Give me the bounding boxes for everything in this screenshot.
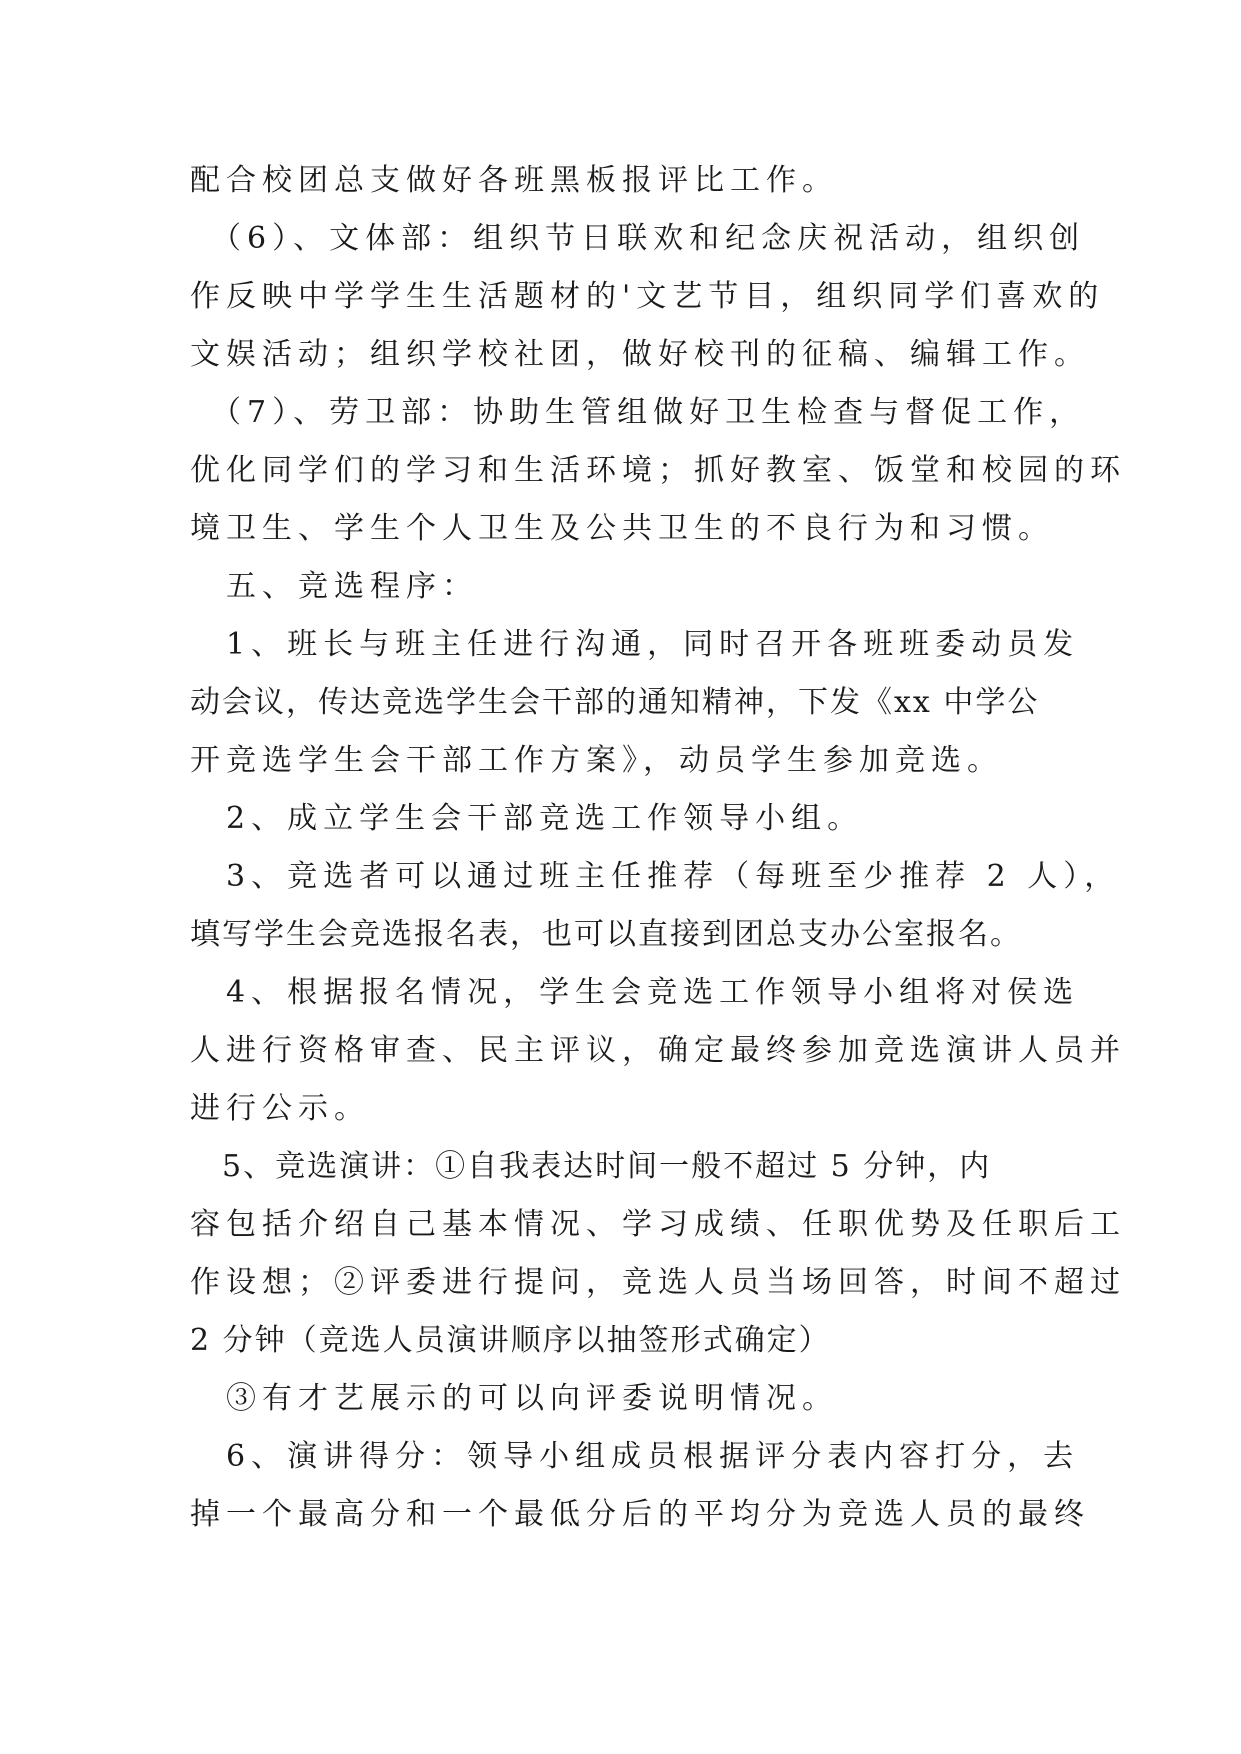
text-line: 6、演讲得分：领导小组成员根据评分表内容打分，去 (190, 1439, 1080, 1474)
text-line: 3、竞选者可以通过班主任推荐（每班至少推荐 2 人）， (190, 859, 1121, 894)
document-body (190, 152, 1126, 1544)
text-line: （7）、劳卫部：协助生管组做好卫生检查与督促工作， (190, 395, 1086, 430)
text-line: ③有才艺展示的可以向评委说明情况。 (190, 1381, 838, 1416)
text-line: 人进行资格审查、民主评议，确定最终参加竞选演讲人员并 (190, 1033, 1126, 1068)
text-line: 2、成立学生会干部竞选工作领导小组。 (190, 801, 864, 836)
text-line: 作设想；②评委进行提问，竞选人员当场回答，时间不超过 (190, 1265, 1126, 1300)
text-line: 开竞选学生会干部工作方案》，动员学生参加竞选。 (190, 743, 1003, 778)
text-line: 优化同学们的学习和生活环境；抓好教室、饭堂和校园的环 (190, 453, 1126, 488)
text-line: 容包括介绍自己基本情况、学习成绩、任职优势及任职后工 (190, 1207, 1126, 1242)
text-line: 作反映中学学生生活题材的'文艺节目，组织同学们喜欢的 (190, 279, 1105, 314)
text-line: 填写学生会竞选报名表，也可以直接到团总支办公室报名。 (190, 917, 1022, 952)
section-heading: 五、竞选程序： (190, 569, 478, 604)
text-line: 动会议，传达竞选学生会干部的通知精神，下发《xx 中学公 (190, 685, 1040, 720)
text-line: （6）、文体部：组织节日联欢和纪念庆祝活动，组织创 (190, 221, 1086, 256)
text-line: 境卫生、学生个人卫生及公共卫生的不良行为和习惯。 (190, 511, 1054, 546)
text-line: 4、根据报名情况，学生会竞选工作领导小组将对侯选 (190, 975, 1080, 1010)
text-line: 2 分钟（竞选人员演讲顺序以抽签形式确定） (190, 1323, 831, 1358)
text-line: 配合校团总支做好各班黑板报评比工作。 (190, 163, 838, 198)
text-line: 5、竞选演讲：①自我表达时间一般不超过 5 分钟，内 (190, 1149, 992, 1184)
text-line: 进行公示。 (190, 1091, 370, 1126)
text-line: 掉一个最高分和一个最低分后的平均分为竞选人员的最终 (190, 1497, 1090, 1532)
text-line: 文娱活动；组织学校社团，做好校刊的征稿、编辑工作。 (190, 337, 1090, 372)
text-line: 1、班长与班主任进行沟通，同时召开各班班委动员发 (190, 627, 1080, 662)
